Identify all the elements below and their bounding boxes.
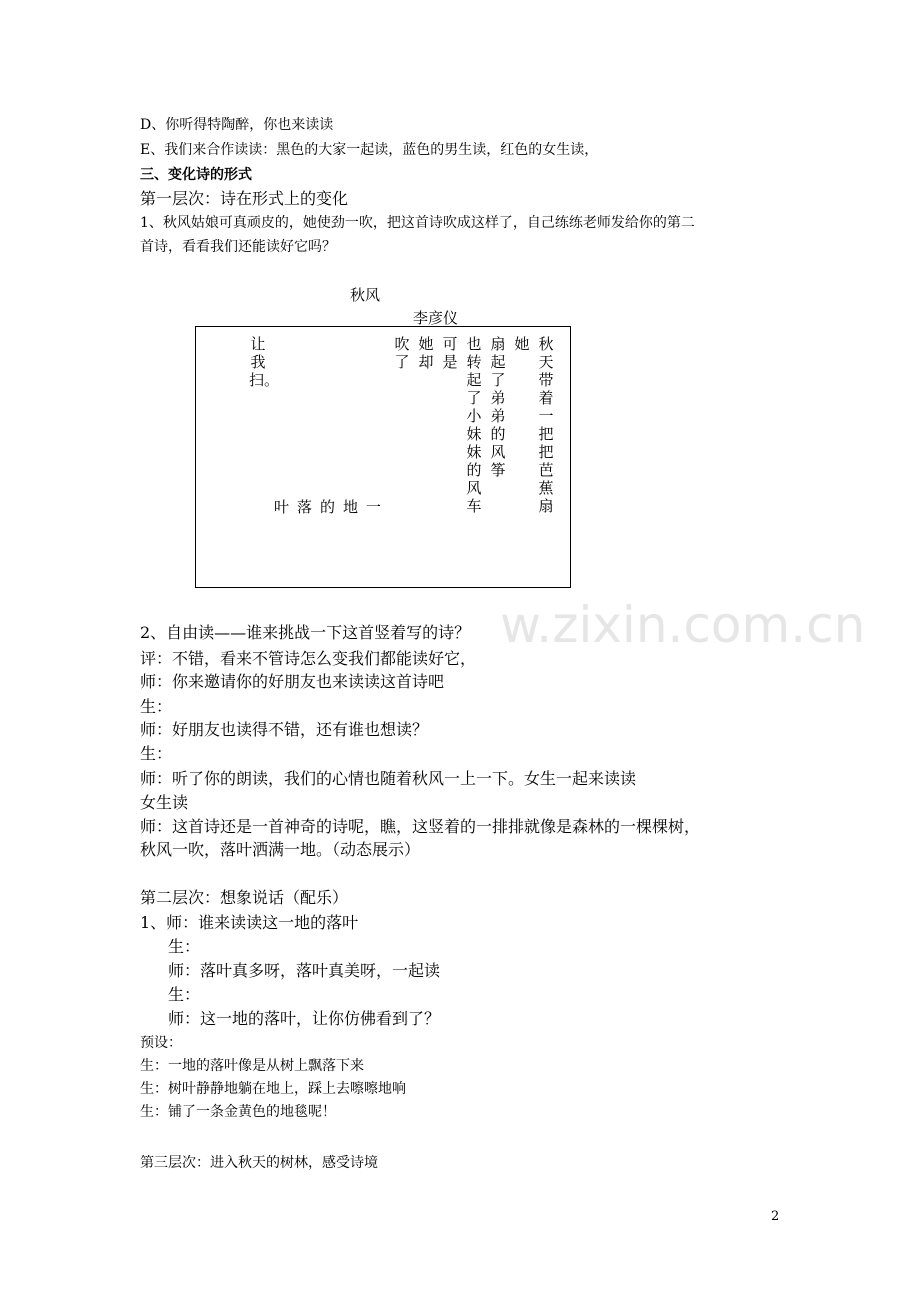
body-line: 师：听了你的朗读，我们的心情也随着秋风一上一下。女生一起来读读 [140,769,637,788]
poem-title: 秋风 [350,286,381,304]
body-line: 生：一地的落叶像是从树上飘落下来 [140,1058,364,1074]
poem-column: 她 [514,335,530,353]
question-1-line-1: 1、秋风姑娘可真顽皮的，她使劲一吹，把这首诗吹成这样了，自己练练老师发给你的第二 [140,215,695,231]
poem-column: 她却 [418,335,434,371]
poem-column: 让我扫。 [249,335,280,389]
poem-column: 扇起了弟弟的风筝 [490,335,506,479]
body-line: 生： [140,744,173,763]
body-line: 评：不错，看来不管诗怎么变我们都能读好它， [140,649,477,668]
body-line: 生： [168,937,201,956]
body-line: 生：树叶静静地躺在地上，踩上去嚓嚓地响 [140,1081,406,1097]
body-line: 预设： [140,1035,182,1051]
poem-author: 李彦仪 [413,309,459,327]
option-d: D、你听得特陶醉，你也来读读 [140,117,334,133]
body-line: 女生读 [140,793,189,812]
level-1-heading: 第一层次：诗在形式上的变化 [140,189,349,208]
poem-column: 也转起了小妹妹的风车 [466,335,482,515]
body-line: 2、自由读——谁来挑战一下这首竖着写的诗？ [140,623,471,642]
body-line: 生：铺了一条金黄色的地毯呢！ [140,1104,336,1120]
poem-column: 秋天带着一把把芭蕉扇 [538,335,554,515]
poem-bottom-line: 叶落的地一 [274,498,390,516]
level-2-heading: 第二层次：想象说话（配乐） [140,888,349,907]
question-1-line-2: 首诗，看看我们还能读好它吗？ [140,239,336,255]
body-line: 生： [168,985,201,1004]
watermark: w.zixin.com.cn [500,596,866,654]
body-line: 1、师：谁来读读这一地的落叶 [140,913,359,932]
body-line: 师：这首诗还是一首神奇的诗呢，瞧，这竖着的一排排就像是森林的一棵棵树， [140,817,701,836]
level-3-heading: 第三层次：进入秋天的树林，感受诗境 [140,1155,378,1171]
body-line: 师：好朋友也读得不错，还有谁也想读？ [140,720,429,739]
body-line: 师：这一地的落叶，让你仿佛看到了？ [168,1009,441,1028]
poem-column: 可是 [442,335,458,371]
poem-column: 吹了 [394,335,410,371]
option-e: E、我们来合作读读：黑色的大家一起读，蓝色的男生读，红色的女生读， [140,142,599,158]
body-line: 秋风一吹，落叶洒满一地。（动态展示） [140,840,421,859]
body-line: 师：你来邀请你的好朋友也来读读这首诗吧 [140,672,445,691]
section-heading: 三、变化诗的形式 [140,167,252,183]
body-line: 师：落叶真多呀，落叶真美呀，一起读 [168,961,441,980]
page-number: 2 [771,1209,780,1224]
body-line: 生： [140,697,173,716]
